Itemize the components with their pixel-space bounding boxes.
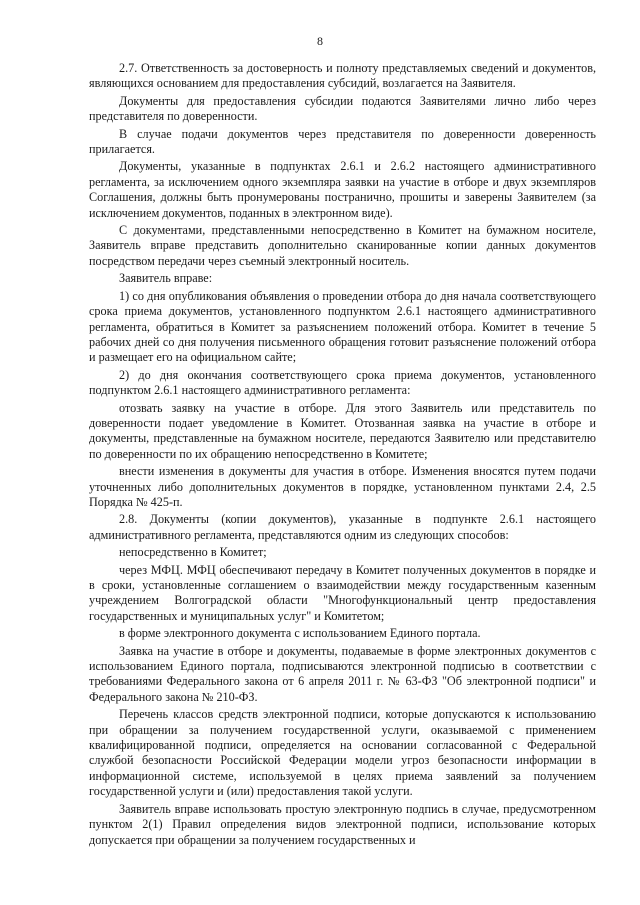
paragraph-signature-classes: Перечень классов средств электронной подписи, которые допускаются к использованию при обращении за получением государственной услуги, оказываемой с применением квалифицированной подписи, определяется на основании согласованной с Федеральной службой безопасности Российской Федерации модели угроз безопасности информации в информационной системе, используемой в целях приема заявлений за получением государственной услуги и (или) предоставления такой услуги. <box>89 707 596 799</box>
paragraph-electronic-signature: Заявка на участие в отборе и документы, подаваемые в форме электронных документов с использованием Единого портала, подписываются электронной подписью в соответствии с требованиями Федерального закона от 6 апреля 2011 г. № 63-ФЗ "Об электронной подписи" и Федерального закона № 210-ФЗ. <box>89 643 596 704</box>
paragraph-submission: Документы для предоставления субсидии подаются Заявителями лично либо через представителя по доверенности. <box>89 93 596 124</box>
paragraph-method-mfc: через МФЦ. МФЦ обеспечивают передачу в Комитет полученных документов в порядке и в сроки, установленные соглашением о взаимодействии между государственным казенным учреждением Волгоградской области "Многофункциональный центр предоставления государственных и муниципальных услуг" и Комитетом; <box>89 562 596 623</box>
page-number: 8 <box>317 34 323 48</box>
paragraph-2-7: 2.7. Ответственность за достоверность и полноту представляемых сведений и документов, являющихся основанием для предоставления субсидий, возлагается на Заявителя. <box>89 61 596 91</box>
paragraph-method-direct: непосредственно в Комитет; <box>119 545 267 560</box>
paragraph-scanned-copies: С документами, представленными непосредственно в Комитет на бумажном носителе, Заявитель вправе представить дополнительно сканированные копии данных документов посредством передачи через съемный электронный носитель. <box>89 223 596 268</box>
paragraph-numbering: Документы, указанные в подпунктах 2.6.1 и 2.6.2 настоящего административного регламента, за исключением одного экземпляра заявки на участие в отборе и двух экземпляров Соглашения, должны быть пронумерованы постранично, прошиты и заверены Заявителем (за исключением документов, поданных в электронном виде). <box>89 159 596 220</box>
paragraph-right-2: 2) до дня окончания соответствующего срока приема документов, установленного подпунктом 2.6.1 настоящего административного регламента: <box>89 367 596 398</box>
paragraph-method-portal: в форме электронного документа с использованием Единого портала. <box>119 626 481 641</box>
paragraph-proxy: В случае подачи документов через представителя по доверенности доверенность прилагается. <box>89 126 596 157</box>
paragraph-2-8: 2.8. Документы (копии документов), указанные в подпункте 2.6.1 настоящего административного регламента, представляются одним из следующих способов: <box>89 512 596 542</box>
paragraph-simple-signature: Заявитель вправе использовать простую электронную подпись в случае, предусмотренном пунктом 2(1) Правил определения видов электронной подписи, использование которых допускается при обращении за получением государственных и <box>89 801 596 847</box>
paragraph-withdraw: отозвать заявку на участие в отборе. Для этого Заявитель или представитель по доверенности подает уведомление в Комитет. Отозванная заявка на участие в отборе и документы, представленные на бумажном носителе, передаются Заявителю или представителю по доверенности по их обращению непосредственно в Комитете; <box>89 400 596 461</box>
paragraph-applicant-rights: Заявитель вправе: <box>119 271 213 286</box>
paragraph-right-1: 1) со дня опубликования объявления о проведении отбора до дня начала соответствующего срока приема документов, установленного подпунктом 2.6.1 настоящего административного регламента, обратиться в Комитет за разъяснением положений отбора. Комитет в течение 5 рабочих дней со дня получения письменного обращения готовит разъяснение положений отбора и размещает его на официальном сайте; <box>89 288 596 365</box>
paragraph-amend: внести изменения в документы для участия в отборе. Изменения вносятся путем подачи уточненных либо дополнительных документов в порядке, установленном пунктами 2.4, 2.5 Порядка № 425-п. <box>89 464 596 509</box>
document-body <box>89 61 596 850</box>
